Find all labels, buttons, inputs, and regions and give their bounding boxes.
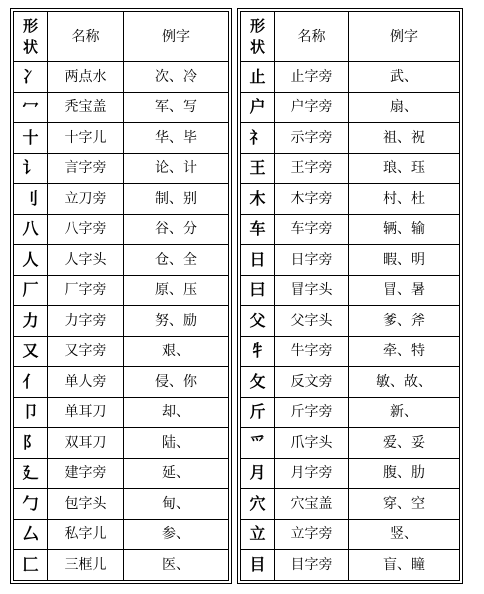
example-chars-cell: 谷、分 (124, 214, 229, 245)
shape-header-char-1: 形 (22, 17, 38, 36)
left-radicals-table (13, 11, 229, 581)
radical-shape-cell: 礻 (241, 123, 275, 154)
example-chars-cell: 扇、 (349, 92, 460, 123)
radical-shape-cell: 亻 (14, 367, 48, 398)
radical-shape-cell: 月 (241, 458, 275, 489)
table-row (14, 367, 229, 398)
example-chars-cell: 侵、你 (124, 367, 229, 398)
example-chars-cell: 爹、斧 (349, 306, 460, 337)
right-table-frame (237, 8, 463, 584)
example-chars-cell: 爱、妥 (349, 428, 460, 459)
example-chars-cell: 牵、特 (349, 336, 460, 367)
radical-name-cell: 牛字旁 (275, 336, 349, 367)
example-chars-cell: 祖、祝 (349, 123, 460, 154)
radical-shape-cell: 阝 (14, 428, 48, 459)
radical-shape-cell: 刂 (14, 184, 48, 215)
table-row (241, 62, 460, 93)
radical-name-cell: 十字儿 (48, 123, 124, 154)
table-row (241, 245, 460, 276)
radical-name-cell: 月字旁 (275, 458, 349, 489)
radical-name-cell: 双耳刀 (48, 428, 124, 459)
radical-name-cell: 冒字头 (275, 275, 349, 306)
example-chars-cell: 次、冷 (124, 62, 229, 93)
table-row (14, 184, 229, 215)
radical-shape-cell: 十 (14, 123, 48, 154)
radical-shape-cell: 斤 (241, 397, 275, 428)
radical-shape-cell: 廴 (14, 458, 48, 489)
table-row (241, 519, 460, 550)
table-row (14, 92, 229, 123)
shape-column-header (14, 12, 48, 62)
table-row (241, 123, 460, 154)
shape-header-char-1: 形 (249, 17, 265, 36)
table-row (14, 336, 229, 367)
radical-name-cell: 父字头 (275, 306, 349, 337)
table-row (241, 489, 460, 520)
example-chars-cell: 甸、 (124, 489, 229, 520)
example-chars-cell: 村、杜 (349, 184, 460, 215)
example-chars-cell: 腹、肋 (349, 458, 460, 489)
table-row (241, 184, 460, 215)
radical-shape-cell: 曰 (241, 275, 275, 306)
table-row (241, 458, 460, 489)
example-column-header: 例字 (124, 12, 229, 62)
radical-name-cell: 反文旁 (275, 367, 349, 398)
radical-shape-cell: 王 (241, 153, 275, 184)
radical-shape-cell: 目 (241, 550, 275, 581)
example-chars-cell: 努、励 (124, 306, 229, 337)
right-table-body (241, 62, 460, 581)
table-row (14, 275, 229, 306)
radical-name-cell: 王字旁 (275, 153, 349, 184)
table-row (14, 306, 229, 337)
table-row (14, 62, 229, 93)
example-chars-cell: 华、毕 (124, 123, 229, 154)
radical-name-cell: 单耳刀 (48, 397, 124, 428)
radical-name-cell: 木字旁 (275, 184, 349, 215)
example-column-header: 例字 (349, 12, 460, 62)
radical-shape-cell: 又 (14, 336, 48, 367)
radical-name-cell: 单人旁 (48, 367, 124, 398)
radical-name-cell: 厂字旁 (48, 275, 124, 306)
radical-shape-cell: 牜 (241, 336, 275, 367)
shape-column-header (241, 12, 275, 62)
radical-shape-cell: 穴 (241, 489, 275, 520)
shape-header-char-2: 状 (249, 37, 265, 56)
radical-name-cell: 日字旁 (275, 245, 349, 276)
radical-name-cell: 立刀旁 (48, 184, 124, 215)
radical-shape-cell: 立 (241, 519, 275, 550)
right-radicals-table (240, 11, 460, 581)
radical-shape-cell: 卩 (14, 397, 48, 428)
table-row (14, 458, 229, 489)
radical-shape-cell: 木 (241, 184, 275, 215)
example-chars-cell: 琅、珏 (349, 153, 460, 184)
radical-name-cell: 秃宝盖 (48, 92, 124, 123)
radical-name-cell: 斤字旁 (275, 397, 349, 428)
table-row (241, 214, 460, 245)
example-chars-cell: 仓、全 (124, 245, 229, 276)
shape-header-char-2: 状 (22, 37, 38, 56)
radical-shape-cell: 爫 (241, 428, 275, 459)
right-header-row (241, 12, 460, 62)
radical-shape-cell: 止 (241, 62, 275, 93)
radical-name-cell: 人字头 (48, 245, 124, 276)
radical-shape-cell: 户 (241, 92, 275, 123)
radical-name-cell: 爪字头 (275, 428, 349, 459)
radical-name-cell: 车字旁 (275, 214, 349, 245)
radical-shape-cell: 匚 (14, 550, 48, 581)
example-chars-cell: 暇、明 (349, 245, 460, 276)
radical-name-cell: 力字旁 (48, 306, 124, 337)
left-table-body (14, 62, 229, 581)
radical-name-cell: 目字旁 (275, 550, 349, 581)
radical-name-cell: 户字旁 (275, 92, 349, 123)
table-row (241, 397, 460, 428)
radical-name-cell: 三框儿 (48, 550, 124, 581)
example-chars-cell: 艰、 (124, 336, 229, 367)
example-chars-cell: 新、 (349, 397, 460, 428)
radical-name-cell: 私字儿 (48, 519, 124, 550)
table-row (241, 275, 460, 306)
table-row (241, 550, 460, 581)
radical-shape-cell: 讠 (14, 153, 48, 184)
example-chars-cell: 医、 (124, 550, 229, 581)
example-chars-cell: 军、写 (124, 92, 229, 123)
table-row (241, 428, 460, 459)
radical-shape-cell: 八 (14, 214, 48, 245)
example-chars-cell: 参、 (124, 519, 229, 550)
table-row (241, 92, 460, 123)
table-row (14, 519, 229, 550)
name-column-header: 名称 (48, 12, 124, 62)
table-row (14, 550, 229, 581)
example-chars-cell: 却、 (124, 397, 229, 428)
example-chars-cell: 敏、故、 (349, 367, 460, 398)
example-chars-cell: 辆、输 (349, 214, 460, 245)
example-chars-cell: 延、 (124, 458, 229, 489)
radical-shape-cell: 车 (241, 214, 275, 245)
radical-shape-cell: 人 (14, 245, 48, 276)
example-chars-cell: 论、计 (124, 153, 229, 184)
radical-name-cell: 八字旁 (48, 214, 124, 245)
example-chars-cell: 穿、空 (349, 489, 460, 520)
table-row (241, 153, 460, 184)
table-row (14, 428, 229, 459)
radical-shape-cell: 勹 (14, 489, 48, 520)
table-row (14, 245, 229, 276)
radical-shape-cell: 厂 (14, 275, 48, 306)
name-column-header: 名称 (275, 12, 349, 62)
example-chars-cell: 冒、暑 (349, 275, 460, 306)
example-chars-cell: 陆、 (124, 428, 229, 459)
example-chars-cell: 原、压 (124, 275, 229, 306)
radical-name-cell: 建字旁 (48, 458, 124, 489)
radical-shape-cell: 父 (241, 306, 275, 337)
radical-name-cell: 止字旁 (275, 62, 349, 93)
table-row (14, 397, 229, 428)
table-row (241, 306, 460, 337)
radical-name-cell: 穴宝盖 (275, 489, 349, 520)
table-row (14, 123, 229, 154)
radical-shape-cell: 攵 (241, 367, 275, 398)
example-chars-cell: 竖、 (349, 519, 460, 550)
left-table-frame (10, 8, 232, 584)
table-row (14, 153, 229, 184)
radical-shape-cell: 冫 (14, 62, 48, 93)
radical-shape-cell: 冖 (14, 92, 48, 123)
radical-name-cell: 包字头 (48, 489, 124, 520)
table-row (241, 367, 460, 398)
example-chars-cell: 制、别 (124, 184, 229, 215)
radical-name-cell: 两点水 (48, 62, 124, 93)
radical-name-cell: 立字旁 (275, 519, 349, 550)
radical-name-cell: 又字旁 (48, 336, 124, 367)
radical-shape-cell: 日 (241, 245, 275, 276)
table-row (14, 214, 229, 245)
radical-name-cell: 示字旁 (275, 123, 349, 154)
table-row (14, 489, 229, 520)
radical-shape-cell: 力 (14, 306, 48, 337)
example-chars-cell: 盲、瞳 (349, 550, 460, 581)
table-row (241, 336, 460, 367)
example-chars-cell: 武、 (349, 62, 460, 93)
radical-name-cell: 言字旁 (48, 153, 124, 184)
left-header-row (14, 12, 229, 62)
radical-shape-cell: 厶 (14, 519, 48, 550)
